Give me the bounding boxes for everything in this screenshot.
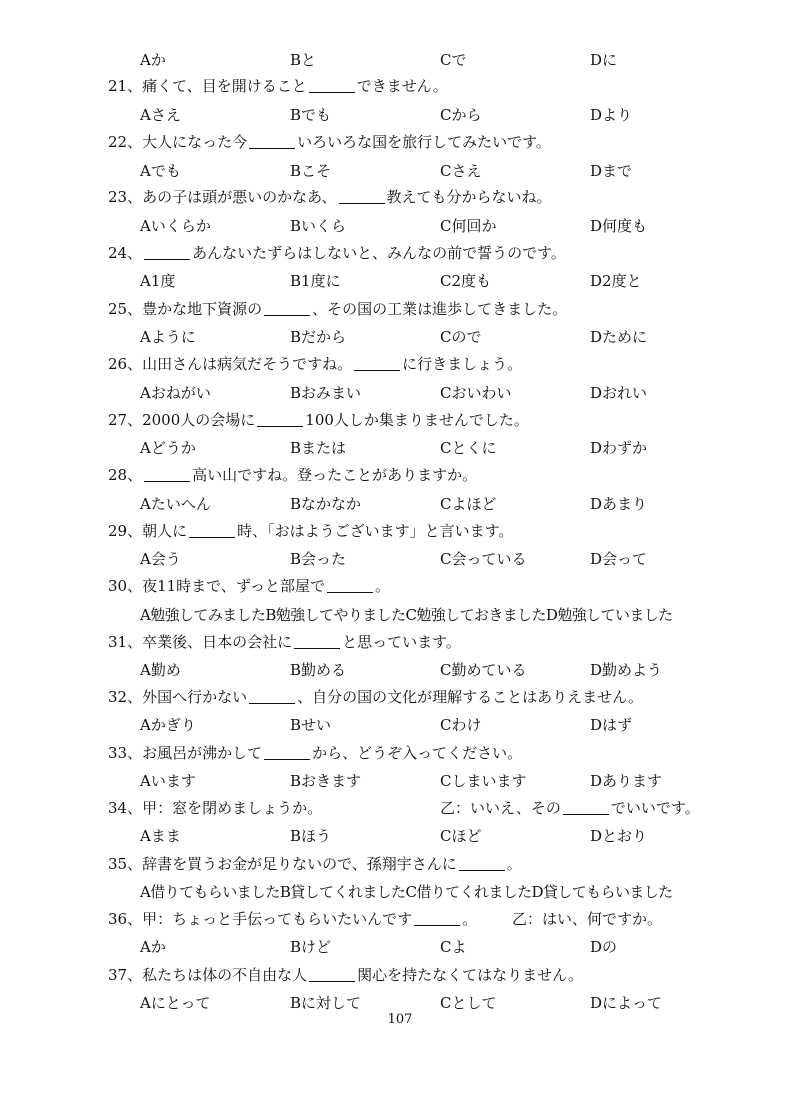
question-text [108, 629, 461, 655]
option-b: Bだから [290, 328, 347, 346]
option-c: Cよ [440, 938, 467, 956]
question-number: 37、 [108, 966, 143, 984]
option-b: Bほう [290, 827, 332, 845]
question-suffix: 。 [506, 855, 522, 873]
question-suffix: 。 [374, 577, 390, 595]
question-suffix: に行きましょう。 [402, 355, 523, 373]
option-row-q29 [0, 546, 800, 572]
option-row-q27 [0, 435, 800, 461]
option-a: Aでも [140, 162, 181, 180]
question-number: 35、 [108, 855, 143, 873]
option-b: B1度に [290, 272, 341, 290]
question-suffix: いろいろな国を旅行してみたいです。 [297, 133, 551, 151]
question-text [108, 962, 583, 988]
question-prefix: お風呂が沸かして [142, 744, 263, 762]
option-c: C何回か [440, 217, 497, 235]
question-prefix: 2000人の会場に [142, 411, 256, 429]
answer-blank [309, 965, 355, 982]
option-row-q26 [0, 380, 800, 406]
option-a: A会う [140, 550, 181, 568]
option-d: Dまで [590, 162, 633, 180]
question-22 [0, 129, 800, 155]
question-number: 24、 [108, 244, 143, 262]
question-prefix: 朝人に [142, 522, 188, 540]
question-number: 23、 [108, 188, 143, 206]
option-a: Aたいへん [140, 495, 211, 513]
option-row-q33 [0, 768, 800, 794]
question-text [108, 851, 522, 877]
question-text [108, 184, 552, 210]
option-row-q35 [0, 879, 800, 905]
options-line: A勉強してみましたB勉強してやりましたC勉強しておきましたD勉強していました [140, 606, 673, 624]
question-number: 36、 [108, 910, 143, 928]
option-c: Cほど [440, 827, 482, 845]
option-c: Cとして [440, 994, 497, 1012]
option-c: Cよほど [440, 495, 497, 513]
question-35 [0, 851, 800, 877]
option-d: D何度も [590, 217, 648, 235]
question-33 [0, 740, 800, 766]
option-b: Bこそ [290, 162, 332, 180]
option-row-q36 [0, 934, 800, 960]
question-prefix: 夜11時まで、ずっと部屋で [142, 577, 325, 595]
question-number: 22、 [108, 133, 143, 151]
answer-blank [264, 299, 310, 316]
option-row-q23 [0, 213, 800, 239]
answer-blank [309, 76, 355, 93]
option-b: Bと [290, 51, 317, 69]
option-c: C勤めている [440, 661, 527, 679]
option-d: Dわずか [590, 439, 648, 457]
answer-blank [563, 798, 609, 815]
question-number: 29、 [108, 522, 143, 540]
option-row-q32 [0, 712, 800, 738]
answer-blank [459, 854, 505, 871]
answer-blank [294, 632, 340, 649]
question-suffix: 関心を持たなくてはなりません。 [357, 966, 584, 984]
option-row-q31 [0, 657, 800, 683]
question-suffix: から、どうぞ入ってください。 [312, 744, 523, 762]
question-text [108, 906, 477, 932]
speaker-2-text: 乙：いいえ、その [440, 799, 561, 817]
question-number: 33、 [108, 744, 143, 762]
answer-blank [414, 909, 460, 926]
question-suffix: 教えても分からないね。 [386, 188, 552, 206]
option-d: D会って [590, 550, 648, 568]
option-a: A1度 [140, 272, 176, 290]
option-b: Bせい [290, 716, 332, 734]
option-a: Aにとって [140, 994, 211, 1012]
question-prefix: 甲：ちょっと手伝ってもらいたいんです [142, 910, 413, 928]
option-d: Dの [590, 938, 618, 956]
answer-blank [264, 743, 310, 760]
option-b: Bなかなか [290, 495, 362, 513]
question-21 [0, 73, 800, 99]
option-b: Bいくら [290, 217, 347, 235]
question-suffix: 時、「おはようございます」と言います。 [237, 522, 514, 540]
option-d: Dによって [590, 994, 663, 1012]
option-c: Cので [440, 328, 482, 346]
question-34 [0, 795, 800, 821]
option-b: Bおみまい [290, 384, 362, 402]
option-row-q24 [0, 268, 800, 294]
option-a: Aか [140, 938, 166, 956]
option-row-q30 [0, 602, 800, 628]
option-d: D勤めよう [590, 661, 663, 679]
question-text [108, 573, 390, 599]
answer-blank [249, 687, 295, 704]
question-prefix: 大人になった今 [142, 133, 248, 151]
option-c: Cから [440, 106, 482, 124]
question-text [108, 129, 551, 155]
option-d: Dおれい [590, 384, 648, 402]
options-line: A借りてもらいましたB貸してくれましたC借りてくれましたD貸してもらいました [140, 883, 673, 901]
question-suffix: あんないたずらはしないと、みんなの前で誓うのです。 [192, 244, 566, 262]
option-d: Dより [590, 106, 633, 124]
option-a: Aどうか [140, 439, 196, 457]
question-text [108, 462, 477, 488]
option-row-q28 [0, 491, 800, 517]
question-number: 32、 [108, 688, 143, 706]
question-text [108, 407, 529, 433]
question-prefix: 辞書を買うお金が足りないので、孫翔宇さんに [142, 855, 457, 873]
question-prefix: 甲：窓を閉めましょうか。 [142, 799, 323, 817]
question-29 [0, 518, 800, 544]
answer-blank [257, 410, 303, 427]
question-text [108, 73, 448, 99]
question-suffix: でいいです。 [610, 799, 700, 817]
question-36 [0, 906, 800, 932]
question-number: 34、 [108, 799, 143, 817]
option-b: Bでも [290, 106, 332, 124]
option-b: Bに対して [290, 994, 362, 1012]
question-text [108, 518, 513, 544]
question-27 [0, 407, 800, 433]
question-32 [0, 684, 800, 710]
question-suffix: 、自分の国の文化が理解することはありえません。 [297, 688, 644, 706]
question-prefix: 山田さんは病気だそうですね。 [142, 355, 353, 373]
question-suffix: できません。 [356, 77, 448, 95]
option-b: B会った [290, 550, 347, 568]
question-text [108, 795, 322, 821]
question-prefix: 外国へ行かない [142, 688, 248, 706]
answer-blank [144, 465, 190, 482]
option-a: Aかぎり [140, 716, 196, 734]
option-b: Bおきます [290, 772, 362, 790]
option-b: B勤める [290, 661, 347, 679]
option-b: Bまたは [290, 439, 347, 457]
question-31 [0, 629, 800, 655]
option-c: Cわけ [440, 716, 482, 734]
speaker-reply [440, 795, 700, 821]
option-d: Dとおり [590, 827, 648, 845]
option-a: Aように [140, 328, 196, 346]
question-text [108, 296, 567, 322]
option-c: Cおいわい [440, 384, 512, 402]
question-suffix: 、その国の工業は進歩してきました。 [312, 300, 568, 318]
option-row-q34 [0, 823, 800, 849]
option-row-q25 [0, 324, 800, 350]
answer-blank [354, 354, 400, 371]
question-30 [0, 573, 800, 599]
question-text [108, 740, 522, 766]
option-a: Aさえ [140, 106, 181, 124]
question-text [108, 684, 643, 710]
option-d: Dはず [590, 716, 633, 734]
question-26 [0, 351, 800, 377]
option-d: D2度と [590, 272, 642, 290]
question-number: 30、 [108, 577, 143, 595]
option-a: Aか [140, 51, 166, 69]
speaker-2-text: 乙：はい、何ですか。 [512, 910, 663, 928]
option-c: Cしまいます [440, 772, 527, 790]
option-c: C会っている [440, 550, 527, 568]
question-text [108, 240, 566, 266]
question-prefix: 私たちは体の不自由な人 [142, 966, 308, 984]
question-28 [0, 462, 800, 488]
question-suffix: 100人しか集まりませんでした。 [305, 411, 529, 429]
question-text [108, 351, 522, 377]
option-a: A勤め [140, 661, 181, 679]
question-prefix: 豊かな地下資源の [142, 300, 263, 318]
question-number: 27、 [108, 411, 143, 429]
question-number: 21、 [108, 77, 143, 95]
question-suffix: 。 [462, 910, 478, 928]
question-prefix: 卒業後、日本の会社に [142, 633, 293, 651]
option-b: Bけど [290, 938, 332, 956]
option-d: Dあまり [590, 495, 648, 513]
option-a: Aおねがい [140, 384, 211, 402]
question-number: 25、 [108, 300, 143, 318]
option-d: Dに [590, 51, 618, 69]
page-number: 107 [387, 1012, 413, 1027]
option-d: Dあります [590, 772, 663, 790]
question-37 [0, 962, 800, 988]
option-c: Cで [440, 51, 467, 69]
question-number: 28、 [108, 466, 143, 484]
option-a: Aいます [140, 772, 196, 790]
option-row-q20 [0, 47, 800, 73]
answer-blank [189, 521, 235, 538]
question-25 [0, 296, 800, 322]
answer-blank [249, 132, 295, 149]
question-suffix: 高い山ですね。登ったことがありますか。 [192, 466, 478, 484]
question-number: 31、 [108, 633, 143, 651]
question-24 [0, 240, 800, 266]
answer-blank [339, 187, 385, 204]
question-suffix: と思っています。 [342, 633, 461, 651]
option-a: Aまま [140, 827, 181, 845]
question-23 [0, 184, 800, 210]
question-prefix: あの子は頭が悪いのかなあ、 [142, 188, 337, 206]
option-c: Cとくに [440, 439, 497, 457]
question-number: 26、 [108, 355, 143, 373]
option-c: C2度も [440, 272, 492, 290]
question-prefix: 痛くて、目を開けること [142, 77, 307, 95]
option-a: Aいくらか [140, 217, 211, 235]
option-row-q21 [0, 102, 800, 128]
answer-blank [144, 243, 190, 260]
option-row-q22 [0, 158, 800, 184]
option-d: Dために [590, 328, 648, 346]
answer-blank [327, 576, 373, 593]
option-c: Cさえ [440, 162, 482, 180]
